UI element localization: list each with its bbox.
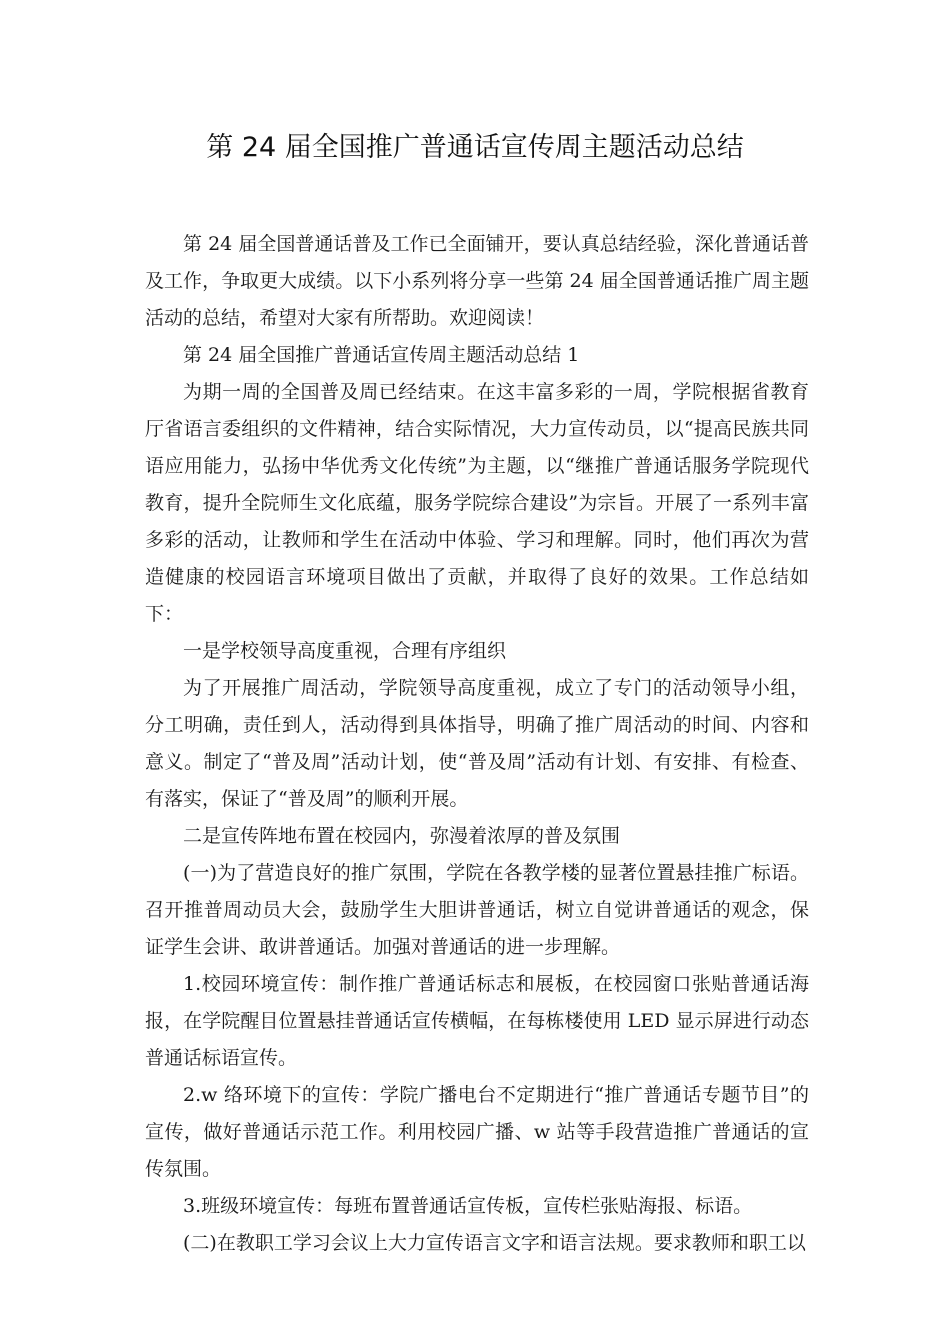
paragraph-section-heading: 第 24 届全国推广普通话宣传周主题活动总结 1 — [183, 344, 580, 366]
paragraph-campus-publicity: 1.校园环境宣传：制作推广普通话标志和展板，在校园窗口张贴普通话海报，在学院醒目位置悬挂普通话宣传横幅，在每栋楼使用 LED 显示屏进行动态普通话标语宣传。 — [145, 973, 809, 1069]
paragraph-overview: 为期一周的全国普及周已经结束。在这丰富多彩的一周，学院根据省教育厅省语言委组织的文件精神，结合实际情况，大力宣传动员，以“提高民族共同语应用能力，弘扬中华优秀文化传统”为主题，以“继推广普通话服务学院现代教育，提升全院师生文化底蕴，服务学院综合建设”为宗旨。开展了一系列丰富多彩的活动，让教师和学生在活动中体验、学习和理解。同时，他们再次为营造健康的校园语言环境项目做出了贡献，并取得了良好的效果。工作总结如下： — [145, 381, 809, 625]
paragraph-class-publicity: 3.班级环境宣传：每班布置普通话宣传板，宣传栏张贴海报、标语。 — [183, 1195, 753, 1217]
paragraph-heading-one: 一是学校领导高度重视，合理有序组织 — [183, 640, 507, 662]
paragraph-staff-meeting: (二)在教职工学习会议上大力宣传语言文字和语言法规。要求教师和职工以 — [183, 1232, 806, 1254]
paragraph-network-publicity: 2.w 络环境下的宣传：学院广播电台不定期进行“推广普通话专题节目”的宣传，做好普通话示范工作。利用校园广播、w 站等手段营造推广普通话的宣传氛围。 — [145, 1084, 809, 1180]
paragraph-leadership: 为了开展推广周活动，学院领导高度重视，成立了专门的活动领导小组，分工明确，责任到人，活动得到具体指导，明确了推广周活动的时间、内容和意义。制定了“普及周”活动计划，使“普及周”活动有计划、有安排、有检查、有落实，保证了“普及周”的顺利开展。 — [145, 677, 809, 810]
document-title: 第 24 届全国推广普通话宣传周主题活动总结 — [206, 132, 744, 163]
paragraph-heading-two: 二是宣传阵地布置在校园内，弥漫着浓厚的普及氛围 — [183, 825, 621, 847]
document-body — [145, 226, 809, 1262]
paragraph-intro: 第 24 届全国普通话普及工作已全面铺开，要认真总结经验，深化普通话普及工作，争取更大成绩。以下小系列将分享一些第 24 届全国普通话推广周主题活动的总结，希望对大家有所帮助。欢迎阅读！ — [145, 233, 809, 329]
paragraph-atmosphere: (一)为了营造良好的推广氛围，学院在各教学楼的显著位置悬挂推广标语。召开推普周动员大会，鼓励学生大胆讲普通话，树立自觉讲普通话的观念，保证学生会讲、敢讲普通话。加强对普通话的进一步理解。 — [145, 862, 809, 958]
